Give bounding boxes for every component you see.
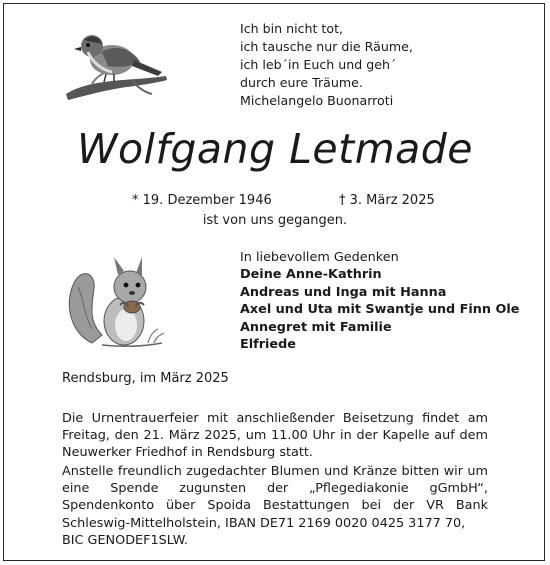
mourner-name: Axel und Uta mit Swantje und Finn Ole — [240, 302, 520, 318]
death-date: † 3. März 2025 — [339, 193, 435, 208]
ceremony-line: Freitag, den 21. März 2025, um 11.00 Uhr in der Kapelle auf dem — [62, 428, 488, 444]
ceremony-paragraph — [62, 410, 488, 462]
birth-date: * 19. Dezember 1946 — [132, 193, 272, 208]
ceremony-line: Neuwerker Friedhof in Rendsburg statt. — [62, 445, 313, 461]
poem-author: Michelangelo Buonarroti — [240, 93, 394, 108]
poem-line: Ich bin nicht tot, — [240, 21, 344, 36]
place-date: Rendsburg, im März 2025 — [62, 371, 229, 386]
ceremony-line: Die Urnentrauerfeier mit anschließender Beisetzung findet am — [62, 411, 488, 426]
donation-line: eine Spende zugunsten der „Pflegediakonie gGmbH“, — [62, 481, 488, 497]
donation-line: Anstelle freundlich zugedachter Blumen und Kränze bitten wir um — [62, 464, 488, 479]
mourner-name: Deine Anne-Kathrin — [240, 267, 382, 283]
mourners-intro: In liebevollem Gedenken — [240, 250, 399, 265]
donation-line: Schleswig-Mittelholstein, IBAN DE71 2169 0020 0425 3177 70, — [62, 515, 466, 531]
donation-line: Spendenkonto über Spoida Bestattungen bei der VR Bank — [62, 498, 488, 514]
poem-line: durch eure Träume. — [240, 75, 363, 90]
deceased-name: Wolfgang Letmade — [76, 125, 474, 173]
poem-line: ich tausche nur die Räume, — [240, 39, 413, 54]
sparrow-on-branch-icon — [62, 22, 170, 104]
mourners-block — [240, 249, 519, 353]
poem-block — [240, 20, 413, 110]
mourner-name: Andreas und Inga mit Hanna — [240, 284, 447, 300]
donation-paragraph — [62, 463, 488, 549]
mourner-name: Elfriede — [240, 337, 296, 353]
poem-line: ich leb´in Euch und geh´ — [240, 57, 397, 72]
donation-line: BIC GENODEF1SLW. — [62, 532, 188, 548]
mourner-name: Annegret mit Familie — [240, 319, 392, 335]
passed-away-text: ist von uns gegangen. — [202, 213, 348, 228]
squirrel-icon — [62, 243, 168, 355]
